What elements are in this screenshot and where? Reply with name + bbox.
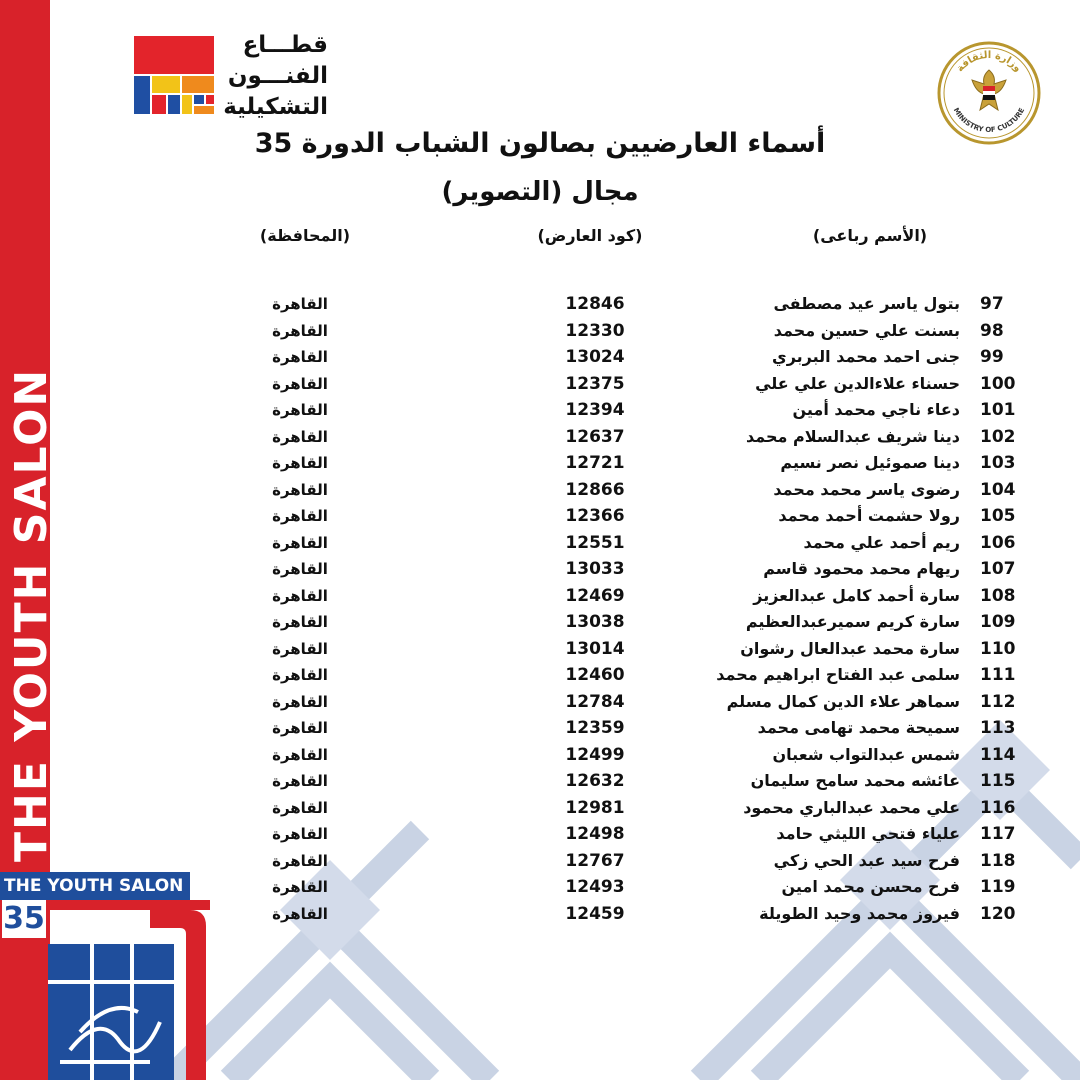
- table-row: [0, 477, 1080, 504]
- exhibitor-name: حسناء علاءالدين علي علي: [755, 373, 960, 393]
- ministry-of-culture-seal: [936, 40, 1042, 146]
- exhibitor-code: 12375: [565, 373, 625, 394]
- exhibitor-governorate: القاهرة: [272, 666, 328, 684]
- row-number: 111: [980, 665, 1016, 685]
- table-row: [0, 371, 1080, 398]
- row-number: 98: [980, 320, 1004, 341]
- exhibitor-name: علي محمد عبدالباري محمود: [743, 797, 960, 817]
- row-number: 105: [980, 506, 1016, 526]
- exhibitor-governorate: القاهرة: [272, 348, 328, 366]
- table-row: [0, 318, 1080, 345]
- row-number: 97: [980, 294, 1004, 314]
- table-row: [0, 742, 1080, 769]
- exhibitor-name: فرح سيد عبد الحي زكي: [773, 850, 960, 870]
- exhibitor-code: 12551: [565, 532, 625, 553]
- exhibitor-code: 12767: [565, 850, 625, 871]
- row-number: 106: [980, 532, 1016, 553]
- exhibitor-name: فيروز محمد وحيد الطويلة: [759, 903, 960, 923]
- exhibitor-governorate: القاهرة: [272, 321, 328, 340]
- svg-text:MINISTRY OF CULTURE: MINISTRY OF CULTURE: [951, 106, 1027, 135]
- exhibitor-name: دينا شريف عبدالسلام محمد: [746, 426, 960, 446]
- table-row: [0, 583, 1080, 610]
- exhibitor-name: سارة محمد عبدالعال رشوان: [740, 638, 960, 658]
- exhibitor-governorate: القاهرة: [272, 533, 328, 552]
- exhibitor-name: رضوى ياسر محمد محمد: [773, 479, 960, 499]
- table-row: [0, 397, 1080, 424]
- exhibitor-governorate: القاهرة: [272, 613, 328, 631]
- exhibitor-governorate: القاهرة: [272, 719, 328, 737]
- exhibitor-code: 12366: [565, 506, 625, 526]
- row-number: 112: [980, 691, 1016, 712]
- row-number: 116: [980, 797, 1016, 818]
- table-row: [0, 636, 1080, 663]
- page-title: أسماء العارضيين بصالون الشباب الدورة 35: [254, 128, 826, 159]
- table-row: [0, 530, 1080, 557]
- exhibitor-code: 12637: [565, 426, 625, 447]
- row-number: 113: [980, 718, 1016, 738]
- exhibitor-name: سارة أحمد كامل عبدالعزيز: [753, 585, 960, 605]
- exhibitor-name: علياء فتحي الليثي حامد: [776, 824, 960, 843]
- exhibitor-governorate: القاهرة: [272, 374, 328, 393]
- exhibitor-governorate: القاهرة: [272, 480, 328, 499]
- sector-name-line-2: الفنـــون: [227, 63, 328, 89]
- column-header-code: (كود العارض): [537, 226, 643, 245]
- table-row: [0, 848, 1080, 875]
- table-row: [0, 291, 1080, 318]
- exhibitor-name: فرح محسن محمد امين: [781, 877, 960, 896]
- logo-the: THE: [4, 876, 42, 896]
- exhibitor-name: عائشه محمد سامح سليمان: [750, 771, 960, 790]
- exhibitor-name: بسنت علي حسين محمد: [773, 320, 960, 340]
- exhibitor-name: سلمى عبد الفتاح ابراهيم محمد: [716, 665, 960, 684]
- row-number: 103: [980, 453, 1016, 473]
- fine-arts-sector-logo: [134, 36, 214, 114]
- table-row: [0, 874, 1080, 901]
- row-number: 99: [980, 347, 1004, 367]
- exhibitor-governorate: القاهرة: [272, 745, 328, 764]
- logo-number: 35: [3, 901, 45, 936]
- table-row: [0, 344, 1080, 371]
- exhibitor-governorate: القاهرة: [272, 454, 328, 472]
- exhibitor-governorate: القاهرة: [272, 692, 328, 711]
- table-row: [0, 450, 1080, 477]
- exhibitor-governorate: القاهرة: [272, 401, 328, 419]
- exhibitor-code: 12981: [565, 797, 625, 818]
- row-number: 101: [980, 400, 1016, 420]
- svg-text:وزارة الثقافة: وزارة الثقافة: [954, 49, 1024, 75]
- row-number: 104: [980, 479, 1016, 500]
- exhibitor-governorate: القاهرة: [272, 825, 328, 843]
- table-row: [0, 424, 1080, 451]
- table-row: [0, 556, 1080, 583]
- table-row: [0, 715, 1080, 742]
- row-number: 109: [980, 612, 1016, 632]
- exhibitor-governorate: القاهرة: [272, 772, 328, 790]
- page-subtitle: مجال (التصوير): [441, 177, 639, 207]
- exhibitor-code: 13014: [565, 638, 625, 659]
- table-row: [0, 795, 1080, 822]
- sector-name-line-3: التشكيلية: [223, 94, 328, 120]
- exhibitor-name: سميحة محمد تهامى محمد: [757, 718, 960, 737]
- exhibitor-name: سارة كريم سميرعبدالعظيم: [745, 612, 960, 631]
- exhibitor-name: شمس عبدالتواب شعبان: [772, 744, 960, 764]
- exhibitor-code: 12394: [565, 400, 625, 420]
- exhibitor-name: ريهام محمد محمود قاسم: [763, 559, 960, 578]
- row-number: 110: [980, 638, 1016, 659]
- exhibitor-name: سماهر علاء الدين كمال مسلم: [726, 691, 960, 711]
- logo-name: YOUTH SALON: [47, 876, 184, 896]
- exhibitor-governorate: القاهرة: [272, 295, 328, 313]
- exhibitor-code: 12632: [565, 771, 625, 791]
- row-number: 119: [980, 877, 1016, 897]
- exhibitor-code: 12359: [565, 718, 625, 738]
- exhibitor-code: 12846: [565, 294, 625, 314]
- exhibitor-code: 12469: [565, 585, 625, 606]
- exhibitor-code: 12866: [565, 479, 625, 500]
- column-header-governorate: (المحافظة): [259, 226, 351, 245]
- exhibitor-name: دعاء ناجي محمد أمين: [792, 400, 960, 419]
- row-number: 115: [980, 771, 1016, 791]
- table-row: [0, 662, 1080, 689]
- column-header-name: (الأسم رباعى): [812, 226, 928, 245]
- exhibitor-governorate: القاهرة: [272, 878, 328, 896]
- exhibitors-table: [0, 291, 1080, 927]
- table-row: [0, 503, 1080, 530]
- table-row: [0, 768, 1080, 795]
- exhibitor-code: 12499: [565, 744, 625, 765]
- exhibitor-code: 12784: [565, 691, 625, 712]
- exhibitor-governorate: القاهرة: [272, 851, 328, 870]
- exhibitor-name: دينا صموئيل نصر نسيم: [780, 453, 960, 472]
- exhibitor-governorate: القاهرة: [272, 560, 328, 578]
- fine-arts-sector-name: [223, 30, 328, 123]
- exhibitor-governorate: القاهرة: [272, 639, 328, 658]
- exhibitor-governorate: القاهرة: [272, 427, 328, 446]
- exhibitor-code: 12493: [565, 877, 625, 897]
- exhibitor-name: ريم أحمد علي محمد: [803, 532, 960, 552]
- exhibitor-code: 13024: [565, 347, 625, 367]
- vertical-banner-title: THE YOUTH SALON: [6, 367, 57, 862]
- exhibitor-governorate: القاهرة: [272, 904, 328, 923]
- exhibitor-governorate: القاهرة: [272, 798, 328, 817]
- table-row: [0, 901, 1080, 928]
- table-row: [0, 689, 1080, 716]
- row-number: 107: [980, 559, 1016, 579]
- row-number: 120: [980, 903, 1016, 924]
- exhibitor-governorate: القاهرة: [272, 507, 328, 525]
- table-row: [0, 821, 1080, 848]
- exhibitor-code: 12460: [565, 665, 625, 685]
- table-row: [0, 609, 1080, 636]
- row-number: 102: [980, 426, 1016, 447]
- exhibitor-code: 12498: [565, 824, 625, 844]
- exhibitor-name: رولا حشمت أحمد محمد: [778, 506, 960, 525]
- exhibitor-code: 12330: [565, 320, 625, 341]
- row-number: 117: [980, 824, 1016, 844]
- row-number: 100: [980, 373, 1016, 394]
- sector-name-line-1: قطـــاع: [242, 32, 328, 58]
- exhibitor-code: 13038: [565, 612, 625, 632]
- row-number: 118: [980, 850, 1016, 871]
- exhibitor-code: 12459: [565, 903, 625, 924]
- exhibitor-code: 12721: [565, 453, 625, 473]
- exhibitor-name: جنى احمد محمد البربري: [772, 347, 960, 366]
- row-number: 108: [980, 585, 1016, 606]
- exhibitor-code: 13033: [565, 559, 625, 579]
- exhibitor-governorate: القاهرة: [272, 586, 328, 605]
- exhibitor-name: بتول ياسر عيد مصطفى: [773, 294, 960, 313]
- row-number: 114: [980, 744, 1016, 765]
